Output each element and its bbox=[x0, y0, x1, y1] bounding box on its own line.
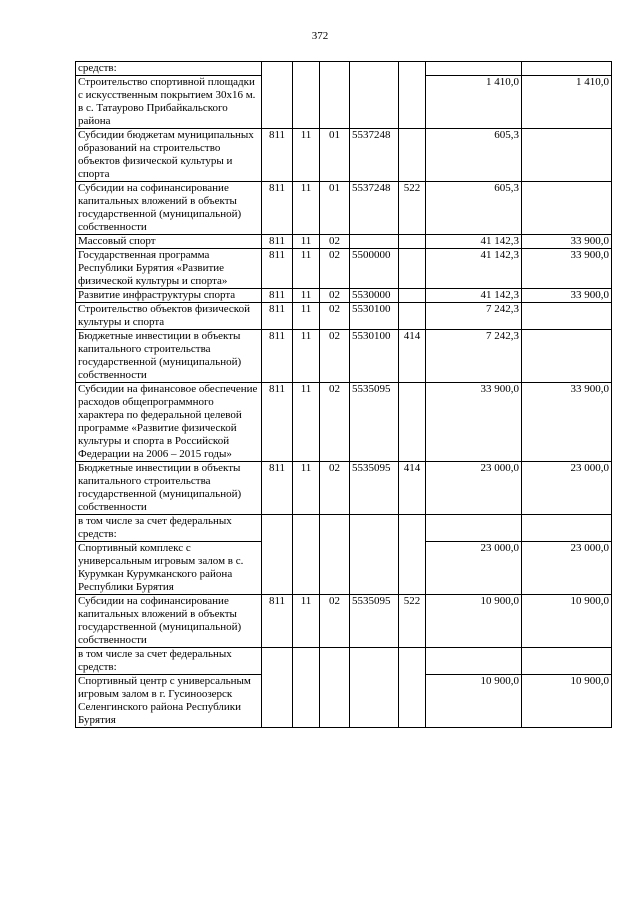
table-row bbox=[76, 76, 612, 129]
row-name: средств: bbox=[76, 62, 262, 76]
subsection-code bbox=[320, 62, 350, 76]
section-code: 11 bbox=[293, 303, 320, 330]
expense-type bbox=[399, 289, 426, 303]
expense-type: 522 bbox=[399, 182, 426, 235]
row-name: Строительство спортивной площадки с искусственным покрытием 30х16 м. в с. Татаурово Прибайкальского района bbox=[76, 76, 262, 129]
admin-code: 811 bbox=[262, 235, 293, 249]
table-row bbox=[76, 542, 612, 595]
target-article bbox=[350, 76, 399, 129]
admin-code: 811 bbox=[262, 330, 293, 383]
section-code: 11 bbox=[293, 235, 320, 249]
table-row bbox=[76, 595, 612, 648]
subsection-code: 02 bbox=[320, 249, 350, 289]
amount-total: 41 142,3 bbox=[426, 235, 522, 249]
expense-type bbox=[399, 648, 426, 675]
subsection-code bbox=[320, 675, 350, 728]
amount-total bbox=[426, 515, 522, 542]
admin-code: 811 bbox=[262, 383, 293, 462]
admin-code bbox=[262, 542, 293, 595]
target-article: 5535095 bbox=[350, 462, 399, 515]
expense-type: 414 bbox=[399, 330, 426, 383]
table-row bbox=[76, 462, 612, 515]
subsection-code bbox=[320, 515, 350, 542]
target-article bbox=[350, 515, 399, 542]
admin-code: 811 bbox=[262, 289, 293, 303]
amount-federal bbox=[522, 182, 612, 235]
row-name: Бюджетные инвестиции в объекты капитального строительства государственной (муниципальной) собственности bbox=[76, 330, 262, 383]
expense-type bbox=[399, 76, 426, 129]
amount-total: 7 242,3 bbox=[426, 330, 522, 383]
amount-federal: 33 900,0 bbox=[522, 249, 612, 289]
amount-total: 10 900,0 bbox=[426, 675, 522, 728]
admin-code: 811 bbox=[262, 129, 293, 182]
target-article: 5530000 bbox=[350, 289, 399, 303]
subsection-code: 02 bbox=[320, 383, 350, 462]
section-code bbox=[293, 515, 320, 542]
amount-federal: 33 900,0 bbox=[522, 289, 612, 303]
target-article bbox=[350, 235, 399, 249]
subsection-code bbox=[320, 76, 350, 129]
section-code bbox=[293, 62, 320, 76]
target-article: 5500000 bbox=[350, 249, 399, 289]
amount-federal: 1 410,0 bbox=[522, 76, 612, 129]
amount-federal bbox=[522, 129, 612, 182]
expense-type bbox=[399, 303, 426, 330]
subsection-code: 02 bbox=[320, 303, 350, 330]
section-code: 11 bbox=[293, 462, 320, 515]
table-row bbox=[76, 249, 612, 289]
amount-federal: 10 900,0 bbox=[522, 675, 612, 728]
row-name: Спортивный центр с универсальным игровым залом в г. Гусиноозерск Селенгинского района Республики Бурятия bbox=[76, 675, 262, 728]
row-name: Субсидии на софинансирование капитальных вложений в объекты государственной (муниципальной) собственности bbox=[76, 595, 262, 648]
expense-type bbox=[399, 675, 426, 728]
target-article: 5537248 bbox=[350, 182, 399, 235]
row-name: в том числе за счет федеральных средств: bbox=[76, 648, 262, 675]
row-name: в том числе за счет федеральных средств: bbox=[76, 515, 262, 542]
table-row bbox=[76, 515, 612, 542]
amount-federal: 10 900,0 bbox=[522, 595, 612, 648]
admin-code bbox=[262, 76, 293, 129]
amount-total: 41 142,3 bbox=[426, 249, 522, 289]
page-number: 372 bbox=[311, 30, 329, 42]
amount-federal bbox=[522, 515, 612, 542]
amount-total: 7 242,3 bbox=[426, 303, 522, 330]
expense-type bbox=[399, 129, 426, 182]
table-row bbox=[76, 330, 612, 383]
target-article: 5530100 bbox=[350, 330, 399, 383]
expense-type bbox=[399, 249, 426, 289]
section-code bbox=[293, 648, 320, 675]
amount-federal: 23 000,0 bbox=[522, 462, 612, 515]
subsection-code: 01 bbox=[320, 129, 350, 182]
admin-code bbox=[262, 62, 293, 76]
amount-total: 33 900,0 bbox=[426, 383, 522, 462]
subsection-code: 01 bbox=[320, 182, 350, 235]
row-name: Развитие инфраструктуры спорта bbox=[76, 289, 262, 303]
amount-total: 23 000,0 bbox=[426, 462, 522, 515]
row-name: Субсидии на софинансирование капитальных вложений в объекты государственной (муниципальной) собственности bbox=[76, 182, 262, 235]
amount-federal bbox=[522, 303, 612, 330]
row-name: Массовый спорт bbox=[76, 235, 262, 249]
table-row bbox=[76, 289, 612, 303]
target-article: 5535095 bbox=[350, 595, 399, 648]
admin-code: 811 bbox=[262, 462, 293, 515]
expense-type bbox=[399, 542, 426, 595]
amount-federal bbox=[522, 62, 612, 76]
subsection-code bbox=[320, 648, 350, 675]
amount-federal: 23 000,0 bbox=[522, 542, 612, 595]
amount-federal: 33 900,0 bbox=[522, 383, 612, 462]
amount-total: 605,3 bbox=[426, 182, 522, 235]
section-code: 11 bbox=[293, 330, 320, 383]
section-code: 11 bbox=[293, 383, 320, 462]
expense-type bbox=[399, 235, 426, 249]
table-row bbox=[76, 129, 612, 182]
amount-total: 605,3 bbox=[426, 129, 522, 182]
section-code: 11 bbox=[293, 249, 320, 289]
section-code: 11 bbox=[293, 289, 320, 303]
row-name: Субсидии бюджетам муниципальных образований на строительство объектов физической культуры и спорта bbox=[76, 129, 262, 182]
amount-federal bbox=[522, 330, 612, 383]
admin-code bbox=[262, 515, 293, 542]
row-name: Субсидии на финансовое обеспечение расходов общепрограммного характера по федеральной целевой программе «Развитие физической культуры и спорта в Российской Федерации на 2006 – 2015 годы» bbox=[76, 383, 262, 462]
target-article bbox=[350, 542, 399, 595]
expense-type bbox=[399, 515, 426, 542]
amount-total bbox=[426, 62, 522, 76]
table-row bbox=[76, 62, 612, 76]
target-article: 5535095 bbox=[350, 383, 399, 462]
table-row bbox=[76, 383, 612, 462]
expense-type: 414 bbox=[399, 462, 426, 515]
expense-type bbox=[399, 62, 426, 76]
admin-code: 811 bbox=[262, 249, 293, 289]
section-code: 11 bbox=[293, 182, 320, 235]
section-code: 11 bbox=[293, 129, 320, 182]
amount-total: 41 142,3 bbox=[426, 289, 522, 303]
table-row bbox=[76, 648, 612, 675]
admin-code: 811 bbox=[262, 595, 293, 648]
target-article bbox=[350, 648, 399, 675]
admin-code: 811 bbox=[262, 182, 293, 235]
amount-federal bbox=[522, 648, 612, 675]
amount-total: 1 410,0 bbox=[426, 76, 522, 129]
row-name: Бюджетные инвестиции в объекты капитального строительства государственной (муниципальной) собственности bbox=[76, 462, 262, 515]
admin-code: 811 bbox=[262, 303, 293, 330]
amount-total: 10 900,0 bbox=[426, 595, 522, 648]
section-code bbox=[293, 542, 320, 595]
target-article bbox=[350, 675, 399, 728]
amount-total: 23 000,0 bbox=[426, 542, 522, 595]
admin-code bbox=[262, 675, 293, 728]
table-row bbox=[76, 675, 612, 728]
amount-federal: 33 900,0 bbox=[522, 235, 612, 249]
subsection-code: 02 bbox=[320, 235, 350, 249]
row-name: Государственная программа Республики Бурятия «Развитие физической культуры и спорта» bbox=[76, 249, 262, 289]
target-article: 5530100 bbox=[350, 303, 399, 330]
expense-type: 522 bbox=[399, 595, 426, 648]
target-article bbox=[350, 62, 399, 76]
row-name: Строительство объектов физической культуры и спорта bbox=[76, 303, 262, 330]
table-row bbox=[76, 303, 612, 330]
subsection-code: 02 bbox=[320, 595, 350, 648]
budget-table bbox=[75, 61, 612, 728]
subsection-code bbox=[320, 542, 350, 595]
amount-total bbox=[426, 648, 522, 675]
row-name: Спортивный комплекс с универсальным игровым залом в с. Курумкан Курумканского района Республики Бурятия bbox=[76, 542, 262, 595]
subsection-code: 02 bbox=[320, 330, 350, 383]
expense-type bbox=[399, 383, 426, 462]
subsection-code: 02 bbox=[320, 462, 350, 515]
section-code: 11 bbox=[293, 595, 320, 648]
section-code bbox=[293, 675, 320, 728]
table-row bbox=[76, 235, 612, 249]
target-article: 5537248 bbox=[350, 129, 399, 182]
subsection-code: 02 bbox=[320, 289, 350, 303]
table-row bbox=[76, 182, 612, 235]
admin-code bbox=[262, 648, 293, 675]
section-code bbox=[293, 76, 320, 129]
